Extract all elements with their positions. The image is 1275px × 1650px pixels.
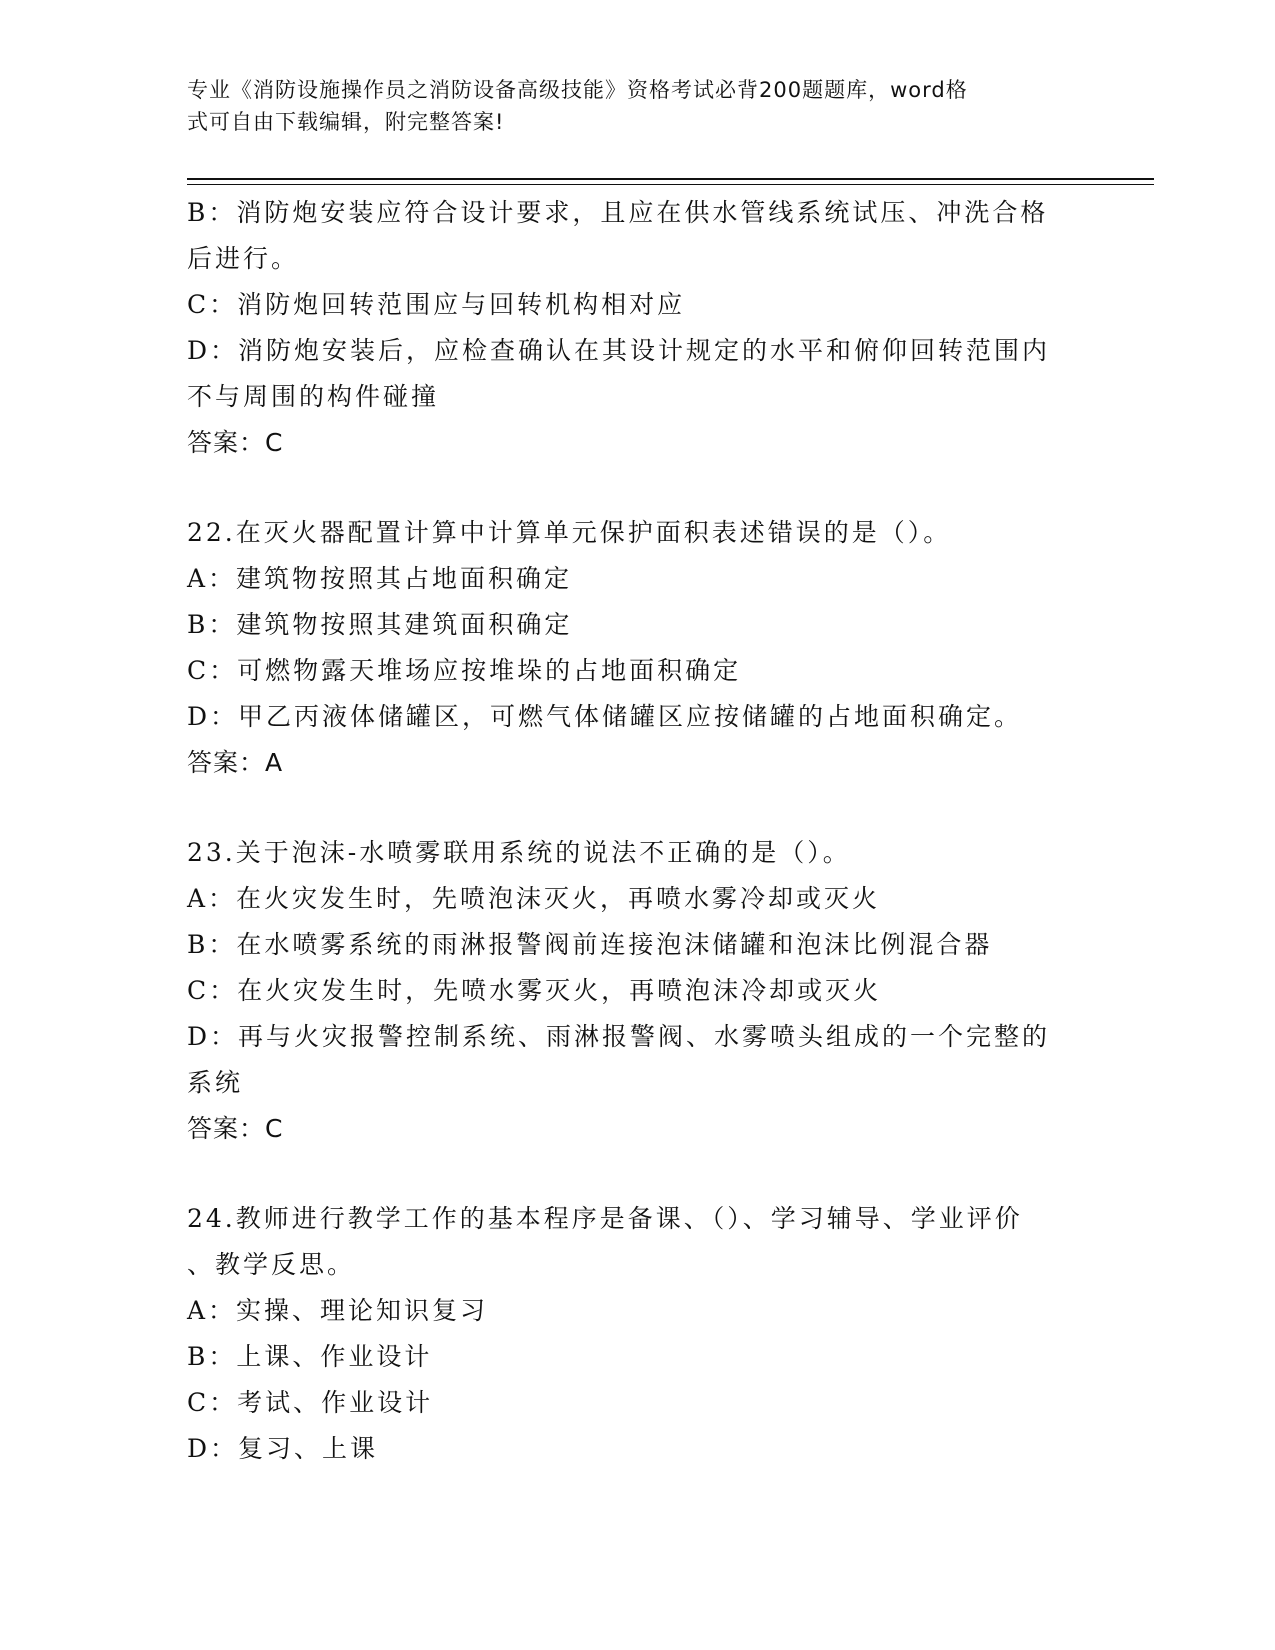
q24-option-d: D：复习、上课 bbox=[187, 1434, 379, 1463]
q24-option-b: B：上课、作业设计 bbox=[187, 1342, 433, 1371]
q21-option-c: C：消防炮回转范围应与回转机构相对应 bbox=[187, 290, 686, 319]
q23-option-b: B：在水喷雾系统的雨淋报警阀前连接泡沫储罐和泡沫比例混合器 bbox=[187, 930, 993, 959]
q21-answer: 答案：C bbox=[187, 428, 284, 457]
header-divider-thin bbox=[187, 184, 1154, 185]
q21-option-b-line-2: 后进行。 bbox=[187, 244, 300, 273]
q24-question-text-line-1: 24.教师进行教学工作的基本程序是备课、（）、学习辅导、学业评价 bbox=[187, 1204, 1023, 1233]
q21-option-b-line-1: B：消防炮安装应符合设计要求，且应在供水管线系统试压、冲洗合格 bbox=[187, 198, 1049, 227]
question-spacer bbox=[187, 786, 1087, 830]
q24-option-a: A：实操、理论知识复习 bbox=[187, 1296, 489, 1325]
q22-option-d: D：甲乙丙液体储罐区，可燃气体储罐区应按储罐的占地面积确定。 bbox=[187, 702, 1023, 731]
question-spacer bbox=[187, 1152, 1087, 1196]
header-divider-thick bbox=[187, 178, 1154, 180]
q23-option-d-line-2: 系统 bbox=[187, 1068, 244, 1097]
question-spacer bbox=[187, 466, 1087, 510]
q24-question-text-line-2: 、教学反思。 bbox=[187, 1250, 356, 1279]
q23-answer: 答案：C bbox=[187, 1114, 284, 1143]
q21-option-d-line-1: D：消防炮安装后，应检查确认在其设计规定的水平和俯仰回转范围内 bbox=[187, 336, 1051, 365]
q23-question-text: 23.关于泡沫-水喷雾联用系统的说法不正确的是（）。 bbox=[187, 838, 851, 867]
q23-option-a: A：在火灾发生时，先喷泡沫灭火，再喷水雾冷却或灭火 bbox=[187, 884, 881, 913]
question-22 bbox=[187, 510, 1087, 786]
q22-option-c: C：可燃物露天堆场应按堆垛的占地面积确定 bbox=[187, 656, 742, 685]
q22-option-b: B：建筑物按照其建筑面积确定 bbox=[187, 610, 573, 639]
question-24 bbox=[187, 1196, 1087, 1472]
question-content bbox=[187, 190, 1087, 1472]
q22-option-a: A：建筑物按照其占地面积确定 bbox=[187, 564, 573, 593]
q23-option-c: C：在火灾发生时，先喷水雾灭火，再喷泡沫冷却或灭火 bbox=[187, 976, 882, 1005]
q22-answer: 答案：A bbox=[187, 748, 284, 777]
question-23 bbox=[187, 830, 1087, 1152]
header-line-2: 式可自由下载编辑，附完整答案! bbox=[187, 110, 505, 134]
header-line-1: 专业《消防设施操作员之消防设备高级技能》资格考试必背200题题库，word格 bbox=[187, 78, 968, 102]
q22-question-text: 22.在灭火器配置计算中计算单元保护面积表述错误的是（）。 bbox=[187, 518, 952, 547]
q21-option-d-line-2: 不与周围的构件碰撞 bbox=[187, 382, 440, 411]
document-header bbox=[187, 74, 1067, 138]
q23-option-d-line-1: D：再与火灾报警控制系统、雨淋报警阀、水雾喷头组成的一个完整的 bbox=[187, 1022, 1051, 1051]
question-21 bbox=[187, 190, 1087, 466]
q24-option-c: C：考试、作业设计 bbox=[187, 1388, 434, 1417]
